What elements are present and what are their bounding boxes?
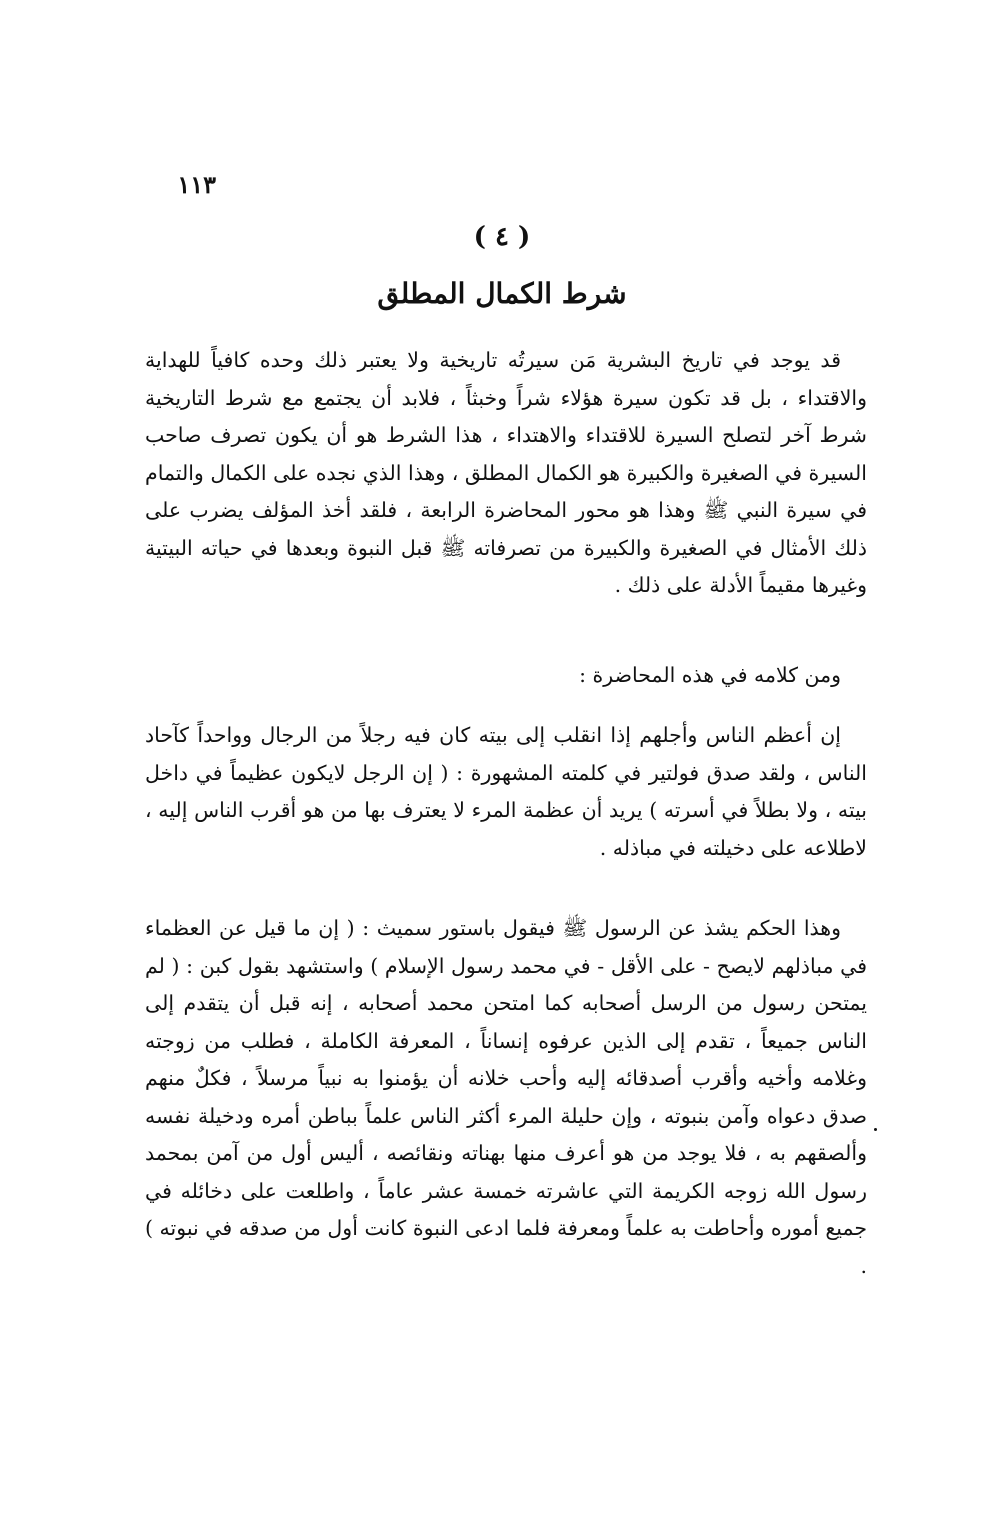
paragraph-quote-smith — [145, 910, 867, 1285]
chapter-number: ( ٤ ) — [473, 222, 531, 252]
paragraph-quote-voltaire — [145, 717, 867, 867]
scan-speck — [874, 1128, 877, 1131]
paragraph-text: إن أعظم الناس وأجلهم إذا انقلب إلى بيته كان فيه رجلاً من الرجال وواحداً كآحاد الناس ، ولقد صدق فولتير في كلمته المشهورة : ( إن الرجل لايكون عظيماً في داخل بيته ، ولا بطلاً في أسرته ) يريد أن عظمة المرء لا يعترف بها من هو أقرب الناس إليه ، لاطلاعه على دخيلته في مباذله . — [145, 723, 867, 860]
paragraph-text: ومن كلامه في هذه المحاضرة : — [579, 663, 841, 687]
paragraph-text: قد يوجد في تاريخ البشرية مَن سيرتُه تاريخية ولا يعتبر ذلك وحده كافياً للهداية والاقتداء ، بل قد تكون سيرة هؤلاء شراً وخبثاً ، فلابد أن يجتمع مع شرط التاريخية شرط آخر لتصلح السيرة للاقتداء والاهتداء ، هذا الشرط هو أن يكون تصرف صاحب السيرة في الصغيرة والكبيرة هو الكمال المطلق ، وهذا الذي نجده على الكمال والتمام في سيرة النبي ﷺ وهذا هو محور المحاضرة الرابعة ، فلقد أخذ المؤلف يضرب على ذلك الأمثال في الصغيرة والكبيرة من تصرفاته ﷺ قبل النبوة وبعدها في حياته البيتية وغيرها مقيماً الأدلة على ذلك . — [145, 348, 867, 597]
page-number: ١١٣ — [177, 170, 216, 199]
paragraph-lead-in — [145, 657, 867, 695]
chapter-title: شرط الكمال المطلق — [377, 277, 627, 310]
paragraph-intro — [145, 342, 867, 605]
paragraph-text: وهذا الحكم يشذ عن الرسول ﷺ فيقول باستور سميث : ( إن ما قيل عن العظماء في مباذلهم لايصح - على الأقل - في محمد رسول الإسلام ) واستشهد بقول كبن : ( لم يمتحن رسول من الرسل أصحابه كما امتحن محمد أصحابه ، إنه قبل أن يتقدم إلى الناس جميعاً ، تقدم إلى الذين عرفوه إنساناً ، المعرفة الكاملة ، فطلب من زوجته وغلامه وأخيه وأقرب أصدقائه إليه وأحب خلانه أن يؤمنوا به نبياً مرسلاً ، فكلٌ منهم صدق دعواه وآمن بنبوته ، وإن حليلة المرء أكثر الناس علماً بباطن أمره ودخيلة نفسه وألصقهم به ، فلا يوجد من هو أعرف منها بهناته ونقائصه ، أليس أول من آمن بمحمد رسول الله زوجه الكريمة التي عاشرته خمسة عشر عاماً ، واطلعت على دخائله في جميع أموره وأحاطت به علماً ومعرفة فلما ادعى النبوة كانت أول من صدقه في نبوته ) . — [145, 916, 867, 1278]
